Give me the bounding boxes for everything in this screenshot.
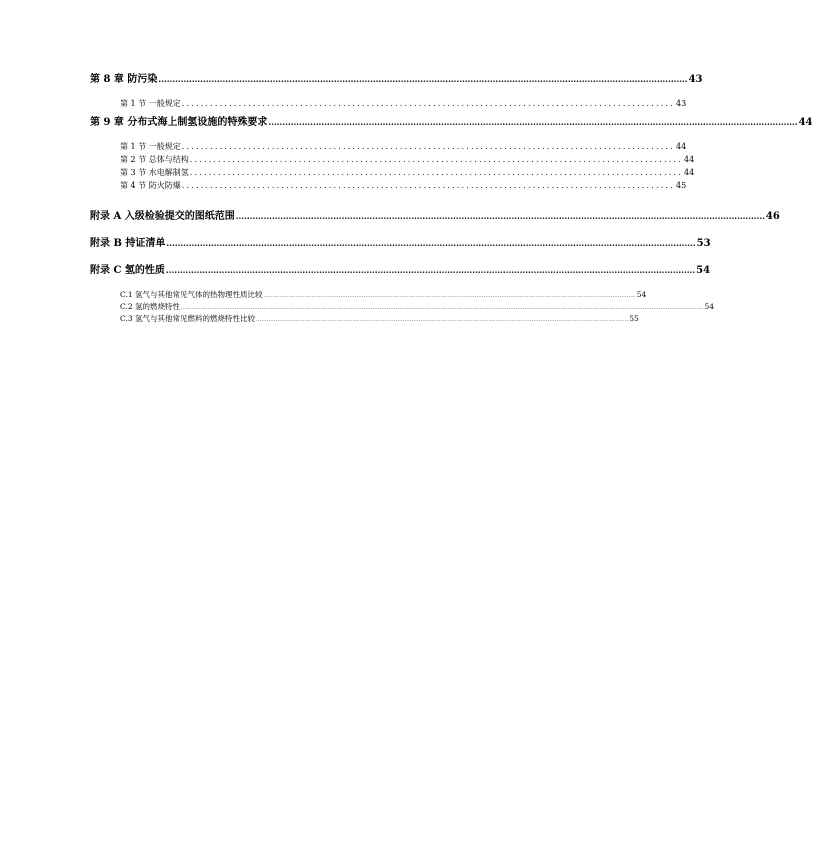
toc-entry-title: 第 2 节 总体与结构 (120, 155, 189, 164)
toc-entry-c-3[interactable] (90, 313, 639, 325)
toc-entry-title: 附录 C 氢的性质 (90, 265, 165, 276)
toc-entry-page: 44 (684, 155, 695, 164)
toc-entry-8-1[interactable] (90, 98, 687, 111)
toc-entry-chapter-8[interactable] (90, 70, 703, 85)
dot-leader: .............................................................................................................................................................................................. (165, 265, 696, 275)
dot-leader: ................................................................................................................................................................................................................ (256, 317, 629, 323)
toc-entry-title: 附录 A 入级检验提交的图纸范围 (90, 211, 235, 222)
dot-leader: ........................................................................................................ (181, 99, 675, 108)
toc-entry-title: 第 1 节 一般规定 (120, 99, 181, 108)
toc-entry-page: 55 (629, 314, 639, 323)
dot-leader: .................................................................................................................................................................................................................................................................................................... (181, 305, 704, 311)
dot-leader: .............................................................................................................................................................................................. (158, 74, 688, 84)
toc-entry-title: C.2 氢的燃烧特性 (120, 302, 181, 311)
toc-entry-page: 45 (676, 181, 687, 190)
dot-leader: .............................................................................................................................................................................................. (268, 117, 798, 127)
toc-entry-page: 43 (676, 99, 687, 108)
toc-entry-page: 44 (676, 142, 687, 151)
toc-entry-appendix-a[interactable] (90, 207, 780, 222)
dot-leader: .............................................................................................................................................................................................. (235, 211, 765, 221)
toc-entry-title: 第 9 章 分布式海上制氢设施的特殊要求 (90, 117, 268, 128)
toc-entry-page: 43 (688, 74, 703, 85)
toc-entry-appendix-c[interactable] (90, 261, 711, 276)
toc-entry-page: 44 (684, 168, 695, 177)
toc-entry-9-2[interactable] (90, 154, 695, 167)
toc-entry-title: 第 3 节 水电解制氢 (120, 168, 189, 177)
toc-entry-c-1[interactable] (90, 289, 647, 301)
dot-leader: ........................................................................................................ (181, 181, 675, 190)
toc-entry-appendix-b[interactable] (90, 234, 711, 249)
toc-entry-page: 54 (696, 265, 711, 276)
dot-leader: .............................................................................................................................................................................................. (166, 238, 696, 248)
toc-entry-page: 54 (636, 290, 647, 299)
toc-entry-page: 44 (798, 117, 813, 128)
table-of-contents (90, 70, 813, 325)
toc-entry-title: 附录 B 持证清单 (90, 238, 166, 249)
toc-entry-9-3[interactable] (90, 167, 695, 180)
toc-entry-title: 第 1 节 一般规定 (120, 142, 181, 151)
dot-leader: ........................................................................................................ (189, 168, 683, 177)
toc-entry-chapter-9[interactable] (90, 113, 813, 128)
toc-entry-page: 54 (704, 302, 715, 311)
toc-entry-9-1[interactable] (90, 141, 687, 154)
toc-entry-title: 第 8 章 防污染 (90, 74, 158, 85)
dot-leader: ........................................................................................................ (189, 155, 683, 164)
dot-leader: ................................................................................................................................................................................................................ (263, 293, 636, 299)
toc-entry-title: C.3 氢气与其他常见燃料的燃烧特性比较 (120, 314, 256, 323)
dot-leader: ........................................................................................................ (181, 142, 675, 151)
toc-entry-c-2[interactable] (90, 301, 715, 313)
toc-entry-page: 53 (696, 238, 711, 249)
toc-entry-9-4[interactable] (90, 180, 687, 193)
toc-entry-page: 46 (765, 211, 780, 222)
toc-entry-title: 第 4 节 防火防爆 (120, 181, 181, 190)
toc-entry-title: C.1 氢气与其他常见气体的热物理性质比较 (120, 290, 263, 299)
